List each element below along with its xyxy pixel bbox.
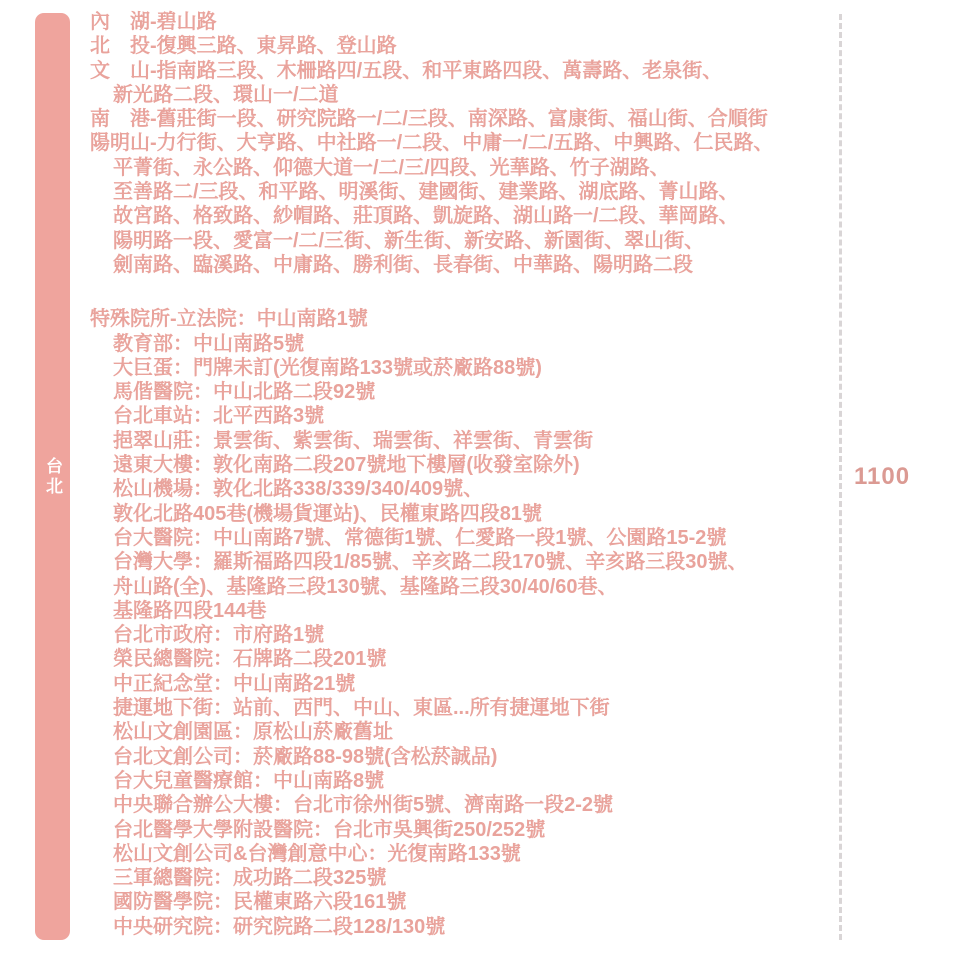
special-location-line: 松山機場：敦化北路338/339/340/409號、 bbox=[113, 478, 484, 501]
special-location-line: 台北文創公司：菸廠路88-98號(含松菸誠品) bbox=[113, 745, 498, 768]
special-location-line: 特殊院所-立法院：中山南路1號 bbox=[90, 308, 368, 331]
district-road-line: 文 山-指南路三段、木柵路四/五段、和平東路四段、萬壽路、老泉街、 bbox=[90, 59, 723, 82]
special-location-line: 舟山路(全)、基隆路三段130號、基隆路三段30/40/60巷、 bbox=[113, 575, 618, 598]
district-road-line: 新光路二段、環山一/二道 bbox=[113, 83, 339, 106]
district-road-line: 平菁街、永公路、仰德大道一/二/三/四段、光華路、竹子湖路、 bbox=[113, 156, 670, 179]
address-list bbox=[90, 10, 830, 939]
special-location-line: 台北市政府：市府路1號 bbox=[113, 624, 325, 647]
special-location-line: 台灣大學：羅斯福路四段1/85號、辛亥路二段170號、辛亥路三段30號、 bbox=[113, 551, 748, 574]
district-road-line: 至善路二/三段、和平路、明溪街、建國街、建業路、湖底路、菁山路、 bbox=[113, 181, 739, 204]
special-location-line: 教育部：中山南路5號 bbox=[113, 332, 305, 355]
special-location-line: 台北醫學大學附設醫院：台北市吳興街250/252號 bbox=[113, 818, 546, 841]
district-road-line: 陽明路一段、愛富一/二/三街、新生街、新安路、新園街、翠山街、 bbox=[113, 229, 705, 252]
special-location-line: 台大兒童醫療館：中山南路8號 bbox=[113, 769, 385, 792]
special-location-line: 大巨蛋：門牌未訂(光復南路133號或菸廠路88號) bbox=[113, 356, 542, 379]
special-location-line: 敦化北路405巷(機場貨運站)、民權東路四段81號 bbox=[113, 502, 542, 525]
district-road-line: 故宮路、格致路、紗帽路、莊頂路、凱旋路、湖山路一/二段、華岡路、 bbox=[113, 205, 739, 228]
special-location-line: 三軍總醫院：成功路二段325號 bbox=[113, 867, 387, 890]
special-location-line: 中正紀念堂：中山南路21號 bbox=[113, 672, 356, 695]
special-location-line: 榮民總醫院：石牌路二段201號 bbox=[113, 648, 387, 671]
special-location-line: 遠東大樓：敦化南路二段207號地下樓層(收發室除外) bbox=[113, 454, 580, 477]
special-location-line: 國防醫學院：民權東路六段161號 bbox=[113, 891, 407, 914]
district-road-line: 內 湖-碧山路 bbox=[90, 11, 217, 33]
special-location-line: 捷運地下街：站前、西門、中山、東區...所有捷運地下街 bbox=[113, 697, 610, 720]
special-location-line: 挹翠山莊：景雲街、紫雲街、瑞雲街、祥雲街、青雲街 bbox=[113, 429, 593, 452]
district-road-line: 南 港-舊莊街一段、研究院路一/二/三段、南深路、富康街、福山街、合順街 bbox=[90, 108, 768, 131]
special-location-line: 松山文創園區：原松山菸廠舊址 bbox=[113, 721, 393, 744]
special-location-line: 台大醫院：中山南路7號、常德街1號、仁愛路一段1號、公園路15-2號 bbox=[113, 526, 727, 549]
special-location-line: 馬偕醫院：中山北路二段92號 bbox=[113, 381, 376, 404]
special-locations-section bbox=[90, 307, 830, 939]
taipei-region-tab bbox=[35, 13, 70, 940]
taipei-region-tab-label: 台北 bbox=[43, 456, 62, 497]
district-roads-section bbox=[90, 10, 830, 277]
count-label: 1100 bbox=[854, 463, 911, 490]
right-dashed-divider bbox=[839, 14, 842, 940]
special-location-line: 中央研究院：研究院路二段128/130號 bbox=[113, 915, 446, 938]
special-location-line: 台北車站：北平西路3號 bbox=[113, 405, 325, 428]
district-road-line: 劍南路、臨溪路、中庸路、勝利街、長春街、中華路、陽明路二段 bbox=[113, 253, 693, 276]
district-road-line: 陽明山-力行街、大亨路、中社路一/二段、中庸一/二/五路、中興路、仁民路、 bbox=[90, 132, 774, 155]
special-location-line: 中央聯合辦公大樓：台北市徐州街5號、濟南路一段2-2號 bbox=[113, 794, 614, 817]
special-location-line: 松山文創公司&台灣創意中心：光復南路133號 bbox=[113, 842, 521, 865]
special-location-line: 基隆路四段144巷 bbox=[113, 599, 267, 622]
district-road-line: 北 投-復興三路、東昇路、登山路 bbox=[90, 35, 397, 58]
